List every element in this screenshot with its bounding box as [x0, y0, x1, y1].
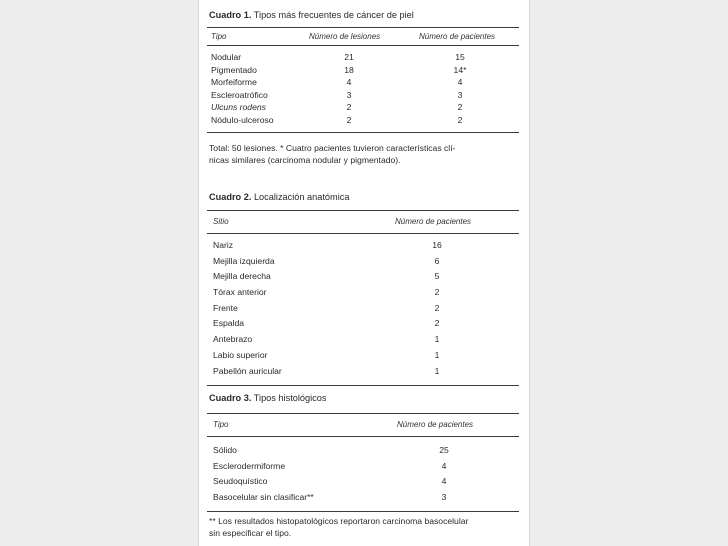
table-row	[207, 102, 519, 115]
table-row	[207, 476, 519, 492]
table-row	[207, 240, 519, 256]
table3-caption-text: Tipos histológicos	[253, 393, 327, 403]
table1-cell-lesiones: 3	[346, 89, 352, 100]
table2-body	[207, 240, 519, 381]
table2-cell-pacientes: 1	[434, 349, 440, 360]
table3-cell-tipo: Basocelular sin clasificar**	[213, 491, 314, 502]
table1-note	[209, 142, 519, 166]
table2-header	[207, 210, 519, 234]
table2-cell-sitio: Antebrazo	[213, 334, 253, 345]
table3-caption	[209, 393, 519, 403]
table-row	[207, 366, 519, 382]
table1-note-line1: Total: 50 lesiones. * Cuatro pacientes tuvieron características clí-	[209, 143, 456, 153]
table2-cell-sitio: Nariz	[213, 240, 234, 250]
table2-cell-sitio: Mejilla izquierda	[213, 255, 275, 266]
table2-header-sitio: Sitio	[213, 217, 229, 226]
table1-caption-text: Tipos más frecuentes de cáncer de piel	[253, 10, 414, 20]
table1-cell-pacientes: 3	[457, 89, 463, 100]
table2-cell-pacientes: 6	[434, 255, 440, 266]
table-row	[207, 90, 519, 103]
table2-cell-sitio: Tórax anterior	[213, 287, 267, 298]
table2-header-pacientes: Número de pacientes	[395, 217, 472, 226]
table3-cell-pacientes: 4	[441, 460, 447, 471]
table-row	[207, 115, 519, 128]
table1-header-tipo: Tipo	[211, 32, 227, 41]
table2-cell-sitio: Pabellón auricular	[213, 365, 282, 376]
table2-caption-text: Localización anatómica	[253, 192, 350, 202]
table1-cell-tipo: Nodular	[211, 52, 242, 62]
table3-cell-tipo: Sólido	[213, 445, 237, 455]
table1-header	[207, 27, 519, 46]
table3-cell-pacientes: 25	[439, 445, 449, 455]
table1-cell-tipo: Morfeiforme	[211, 77, 257, 88]
table-row	[207, 271, 519, 287]
table2-caption-label: Cuadro 2.	[209, 192, 252, 202]
table2-cell-sitio: Espalda	[213, 318, 245, 329]
table2-cell-pacientes: 2	[434, 302, 440, 313]
table1-cell-pacientes: 15	[455, 52, 465, 62]
table1-cell-lesiones: 4	[346, 77, 352, 88]
table3-note	[209, 515, 519, 539]
table-row	[207, 77, 519, 90]
table3-cell-tipo: Seudoquístico	[213, 476, 268, 486]
table1-cell-tipo: Escleroatrófico	[211, 89, 268, 100]
table3-note-line2: sin especificar el tipo.	[209, 528, 292, 538]
table2-caption	[209, 192, 519, 202]
table2	[207, 210, 519, 386]
table-row	[207, 350, 519, 366]
table1-cell-tipo: Ulcuns rodens	[211, 102, 266, 113]
table-row	[207, 492, 519, 508]
table3-body	[207, 445, 519, 507]
table3-header	[207, 413, 519, 437]
table3-cell-tipo: Esclerodermiforme	[213, 460, 286, 471]
table2-cell-pacientes: 1	[434, 334, 440, 345]
table3	[207, 413, 519, 512]
table3-cell-pacientes: 4	[441, 476, 447, 486]
table1-cell-lesiones: 18	[344, 64, 354, 75]
table3-header-tipo: Tipo	[213, 420, 229, 429]
table1-cell-lesiones: 21	[344, 52, 354, 62]
table2-cell-sitio: Frente	[213, 302, 238, 313]
table1-cell-pacientes: 14*	[453, 64, 467, 75]
table3-header-pacientes: Número de pacientes	[397, 420, 474, 429]
table-row	[207, 303, 519, 319]
table1-cell-pacientes: 4	[457, 77, 463, 88]
table2-cell-pacientes: 16	[432, 240, 442, 250]
document-page	[198, 0, 530, 546]
table2-cell-pacientes: 1	[434, 365, 440, 376]
table2-cell-sitio: Mejilla derecha	[213, 271, 271, 282]
table-row	[207, 52, 519, 65]
table1-cell-lesiones: 2	[346, 114, 352, 125]
table1-caption-label: Cuadro 1.	[209, 10, 252, 20]
table1-body	[207, 52, 519, 128]
table1-header-lesiones: Número de lesiones	[309, 32, 381, 41]
table-row	[207, 287, 519, 303]
table1-note-line2: nicas similares (carcinoma nodular y pigmentado).	[209, 155, 401, 165]
table1-caption	[209, 10, 519, 20]
table-row	[207, 445, 519, 461]
table3-caption-label: Cuadro 3.	[209, 393, 252, 403]
table2-cell-pacientes: 2	[434, 287, 440, 298]
table1-cell-tipo: Nódulo-ulceroso	[211, 114, 274, 125]
table3-note-line1: ** Los resultados histopatológicos reportaron carcinoma basocelular	[209, 516, 469, 526]
table2-cell-sitio: Labio superior	[213, 349, 268, 360]
table-row	[207, 65, 519, 78]
table1	[207, 27, 519, 133]
table1-header-pacientes: Número de pacientes	[419, 32, 496, 41]
table-row	[207, 461, 519, 477]
table-row	[207, 334, 519, 350]
table1-cell-lesiones: 2	[346, 102, 352, 113]
table3-cell-pacientes: 3	[441, 491, 447, 502]
table1-cell-tipo: Pigmentado	[211, 64, 257, 75]
table-row	[207, 318, 519, 334]
table2-cell-pacientes: 5	[434, 271, 440, 282]
table-row	[207, 256, 519, 272]
table1-cell-pacientes: 2	[457, 114, 463, 125]
table1-cell-pacientes: 2	[457, 102, 463, 113]
table2-cell-pacientes: 2	[434, 318, 440, 329]
